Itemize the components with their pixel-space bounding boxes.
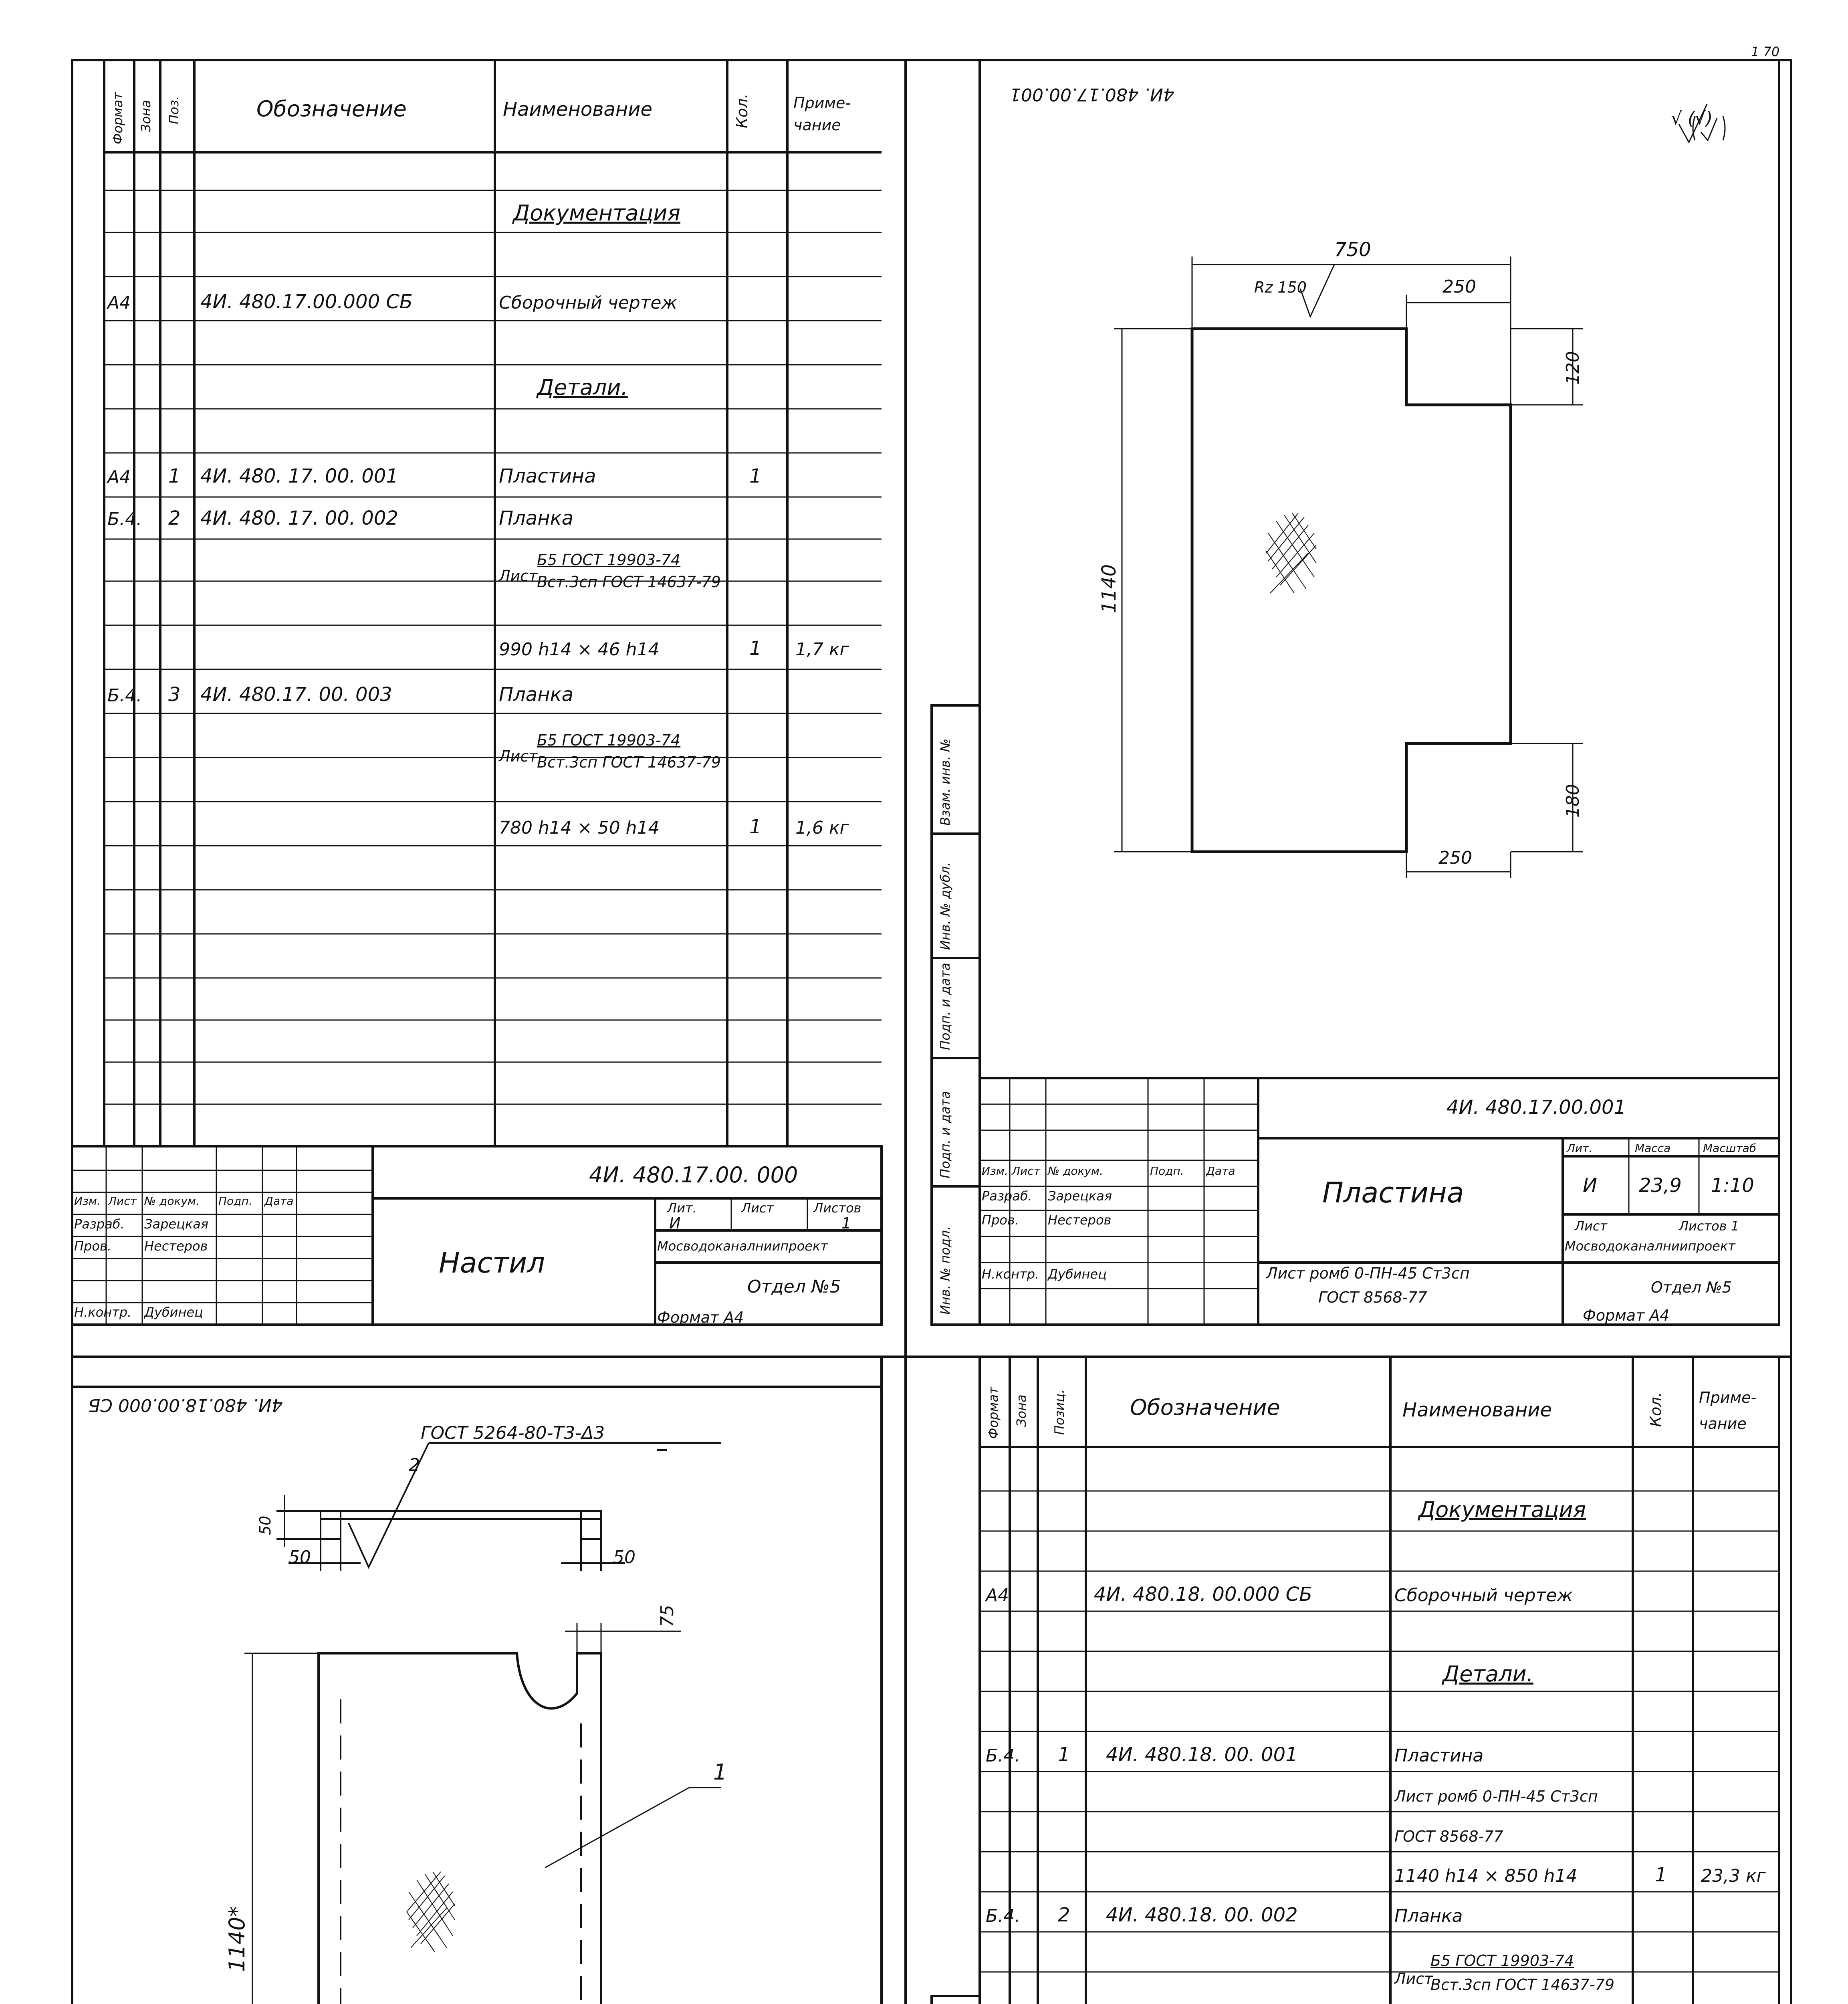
- q2-roughness-symbol: √ (√): [1671, 108, 1713, 129]
- q1-row-pos: 3: [168, 683, 181, 706]
- q4-row-code: 4И. 480.18. 00.000 СБ: [1094, 1583, 1313, 1606]
- q4-header-name: Наименование: [1402, 1399, 1552, 1421]
- q1-tb-role: Изм.: [74, 1194, 101, 1208]
- q1-tb-role: Дата: [264, 1194, 294, 1208]
- q1-row-note: 1,7 кг: [795, 639, 849, 660]
- q2-dim-notch-w1: 250: [1442, 277, 1476, 297]
- q1-row-lines: [104, 190, 882, 1104]
- q4-row-name: Сборочный чертеж: [1394, 1585, 1573, 1606]
- q3-hidden-lines: [341, 1699, 581, 2004]
- q2-dimension-lines: [1114, 104, 1725, 878]
- q1-section-parts: Детали.: [537, 375, 628, 400]
- q2-side-label: Подп. и дата: [938, 1091, 953, 1178]
- q2-tb-scale: Масштаб: [1703, 1141, 1757, 1155]
- q2-tb-nkontr: Н.контр.: [982, 1267, 1039, 1282]
- q4-row-name: Планка: [1394, 1906, 1463, 1926]
- q2-tb-role: Дата: [1206, 1164, 1235, 1178]
- q4-row-fmt: Б.4.: [986, 1745, 1021, 1766]
- q2-tb-material-std: ГОСТ 8568-77: [1318, 1289, 1427, 1306]
- q2-tb-mass: Масса: [1635, 1141, 1671, 1155]
- q1-row-pos: 2: [168, 507, 181, 529]
- q1-row-fmt: Б.4.: [107, 685, 142, 706]
- q1-tb-razrab: Разраб.: [74, 1216, 125, 1232]
- q1-row-qty: 1: [749, 637, 762, 660]
- q1-row-note: 1,6 кг: [795, 818, 849, 838]
- q2-tb-role: № докум.: [1048, 1164, 1104, 1178]
- q1-row-material-c: Вст.3сп ГОСТ 14637-79: [537, 573, 721, 591]
- q3-dim-75: 75: [657, 1605, 678, 1627]
- q2-tb-prov: Пров.: [982, 1212, 1019, 1228]
- q2-dim-notch-h1: 120: [1563, 351, 1583, 385]
- q1-header-note2: чание: [793, 116, 841, 134]
- q2-tb-razrab: Разраб.: [982, 1188, 1032, 1204]
- q2-dim-notch-w2: 250: [1438, 848, 1472, 868]
- q1-row-code: 4И. 480. 17. 00. 001: [200, 465, 398, 487]
- q4-spec-grid: [980, 1357, 1779, 2004]
- q4-row-qty: 1: [1655, 1864, 1667, 1886]
- q1-tb-code: 4И. 480.17.00. 000: [589, 1162, 798, 1188]
- q1-tb-org: Мосводоканалниипроект: [657, 1238, 828, 1254]
- q1-tb-lit: Лит.: [667, 1200, 697, 1216]
- q1-tb-lit-val: И: [669, 1214, 681, 1232]
- q4-header-note1: Приме-: [1699, 1389, 1757, 1406]
- q1-row-name: Сборочный чертеж: [499, 293, 678, 313]
- q1-tb-listov: Листов: [813, 1200, 861, 1216]
- q2-dim-width: 750: [1334, 238, 1371, 261]
- q1-header-code: Обозначение: [256, 96, 407, 121]
- q1-tb-role: № докум.: [144, 1194, 200, 1208]
- q3-dimension-lines: [244, 1623, 721, 2004]
- q2-side-label: Инв. № подл.: [938, 1226, 953, 1315]
- q2-tb-listov: Листов 1: [1679, 1218, 1739, 1234]
- q1-row-size: 780 h14 × 50 h14: [499, 818, 660, 838]
- q2-tb-list: Лист: [1575, 1218, 1608, 1234]
- q4-row-size: 1140 h14 × 850 h14: [1394, 1866, 1578, 1886]
- q2-tb-code: 4И. 480.17.00.001: [1447, 1096, 1626, 1119]
- q3-dim-50b: 50: [288, 1547, 311, 1568]
- q2-tb-format: Формат А4: [1583, 1307, 1670, 1324]
- q1-row-size: 990 h14 × 46 h14: [499, 639, 660, 660]
- q3-weld-symbol: ГОСТ 5264-80-Т3-Δ3: [421, 1423, 605, 1443]
- q4-section-docs: Документация: [1418, 1497, 1586, 1522]
- q3-mirror-code: 4И. 480.18.00.000 СБ: [88, 1395, 283, 1415]
- q2-tb-scale-val: 1:10: [1711, 1174, 1754, 1197]
- q3-assembly-outline: [319, 1653, 601, 2004]
- q1-row-material-c: Вст.3сп ГОСТ 14637-79: [537, 754, 721, 771]
- q2-tb-role: Подп.: [1150, 1164, 1184, 1178]
- q1-tb-format: Формат А4: [657, 1309, 744, 1326]
- q3-dim-50a: 50: [256, 1515, 274, 1535]
- q1-tb-role: Подп.: [218, 1194, 252, 1208]
- q1-tb-dept: Отдел №5: [747, 1277, 841, 1297]
- q4-section-parts: Детали.: [1442, 1661, 1533, 1687]
- q1-tb-nkontr: Н.контр.: [74, 1305, 132, 1320]
- q1-header-name: Наименование: [503, 98, 653, 121]
- q4-header-format: Формат: [986, 1387, 1001, 1439]
- q2-roughness: Rz 150: [1254, 279, 1307, 296]
- q1-tb-list: Лист: [741, 1200, 774, 1216]
- q1-row-material-b: Б5 ГОСТ 19903-74: [537, 731, 681, 749]
- q1-header-pos: Поз.: [166, 96, 182, 124]
- q1-row-code: 4И. 480.17.00.000 СБ: [200, 291, 413, 313]
- q1-row-name: Пластина: [499, 465, 596, 487]
- corner-mark: 1 70: [1751, 44, 1780, 59]
- q2-tb-razrab-name: Зарецкая: [1048, 1188, 1112, 1204]
- q2-tb-dept: Отдел №5: [1651, 1279, 1732, 1296]
- q4-header-note2: чание: [1699, 1415, 1747, 1432]
- q2-tb-lit-val: И: [1583, 1174, 1597, 1197]
- q4-row-pos: 1: [1058, 1743, 1070, 1766]
- q1-row-fmt: А4: [107, 293, 131, 313]
- q4-row-code: 4И. 480.18. 00. 001: [1106, 1743, 1298, 1766]
- q3-frame: [72, 1357, 882, 2004]
- q4-header-code: Обозначение: [1130, 1395, 1280, 1420]
- q3-dim-50c: 50: [613, 1547, 636, 1568]
- q4-row-note: 23,3 кг: [1701, 1866, 1766, 1886]
- q1-section-docs: Документация: [513, 200, 680, 226]
- q3-leader-1: 1: [713, 1760, 727, 1785]
- q1-tb-role: Лист: [108, 1194, 137, 1208]
- q2-plate-outline: [1192, 329, 1511, 852]
- q1-row-name: Планка: [499, 507, 573, 529]
- q4-row-material-a: Лист: [1394, 1970, 1433, 1988]
- q4-header-qty: Кол.: [1647, 1392, 1664, 1427]
- q1-header-qty: Кол.: [733, 93, 751, 128]
- q2-tb-mass-val: 23,9: [1639, 1174, 1682, 1197]
- q1-row-code: 4И. 480. 17. 00. 002: [200, 507, 398, 529]
- q4-row-material-c: Вст.3сп ГОСТ 14637-79: [1430, 1976, 1615, 1994]
- q1-tb-nkontr-name: Дубинец: [144, 1305, 203, 1320]
- q1-header-zone: Зона: [138, 100, 153, 132]
- q1-tb-razrab-name: Зарецкая: [144, 1216, 209, 1232]
- q4-row-fmt: А4: [986, 1585, 1009, 1606]
- q1-row-fmt: Б.4.: [107, 509, 142, 529]
- q3-diamond-hatch: [407, 1872, 455, 1952]
- q4-row-fmt: Б.4.: [986, 1906, 1021, 1926]
- q4-row-material-b: Б5 ГОСТ 19903-74: [1430, 1952, 1574, 1970]
- q1-tb-prov: Пров.: [74, 1238, 111, 1254]
- q2-side-label: Взам. инв. №: [938, 738, 953, 826]
- q2-tb-role: Лист: [1012, 1164, 1040, 1178]
- q1-tb-listov-val: 1: [841, 1214, 851, 1232]
- q1-tb-prov-name: Нестеров: [144, 1238, 208, 1254]
- q4-row-pos: 2: [1058, 1904, 1070, 1926]
- q1-tb-title: Настил: [439, 1246, 545, 1279]
- q1-row-qty: 1: [749, 465, 762, 487]
- q2-tb-prov-name: Нестеров: [1048, 1212, 1112, 1228]
- q4-row-lines: [980, 1491, 1779, 2004]
- q2-tb-org: Мосводоканалниипроект: [1565, 1238, 1735, 1254]
- q4-header-pos: Позиц.: [1052, 1389, 1067, 1435]
- q2-tb-title: Пластина: [1322, 1176, 1464, 1209]
- q4-row-name: Пластина: [1394, 1745, 1484, 1766]
- q1-row-pos: 1: [168, 465, 181, 487]
- q2-tb-role: Изм.: [982, 1164, 1008, 1178]
- q1-row-qty: 1: [749, 816, 762, 838]
- q2-dim-notch-h2: 180: [1563, 784, 1583, 818]
- q1-row-material-a: Лист: [499, 567, 538, 585]
- q2-tb-nkontr-name: Дубинец: [1048, 1267, 1107, 1282]
- q1-row-material-a: Лист: [499, 747, 538, 765]
- q2-dim-height: 1140: [1098, 564, 1120, 613]
- q2-mirror-code: 4И. 480.17.00.001: [1010, 84, 1174, 105]
- q1-header-format: Формат: [110, 92, 125, 144]
- q2-side-label: Инв. № дубл.: [938, 862, 953, 950]
- q1-row-code: 4И. 480.17. 00. 003: [200, 683, 392, 706]
- q4-header-zone: Зона: [1014, 1394, 1029, 1427]
- q2-tb-lit: Лит.: [1567, 1141, 1593, 1155]
- q2-tb-material: Лист ромб 0-ПН-45 Ст3сп: [1266, 1265, 1470, 1282]
- q1-spec-grid: [104, 60, 882, 1146]
- q3-dim-height: 1140*: [224, 1906, 250, 1972]
- q2-side-label: Подп. и дата: [938, 963, 953, 1050]
- q4-row-code: 4И. 480.18. 00. 002: [1106, 1904, 1298, 1926]
- q4-row-material-std: ГОСТ 8568-77: [1394, 1828, 1503, 1845]
- q3-section-view: [276, 1443, 721, 1571]
- q3-leader-2: 2: [409, 1455, 420, 1475]
- q1-header-note1: Приме-: [793, 94, 851, 112]
- q2-diamond-hatch: [1266, 513, 1316, 593]
- q1-row-fmt: А4: [107, 467, 131, 487]
- q1-row-material-b: Б5 ГОСТ 19903-74: [537, 551, 681, 569]
- q1-row-name: Планка: [499, 683, 573, 706]
- q4-row-material: Лист ромб 0-ПН-45 Ст3сп: [1394, 1788, 1598, 1805]
